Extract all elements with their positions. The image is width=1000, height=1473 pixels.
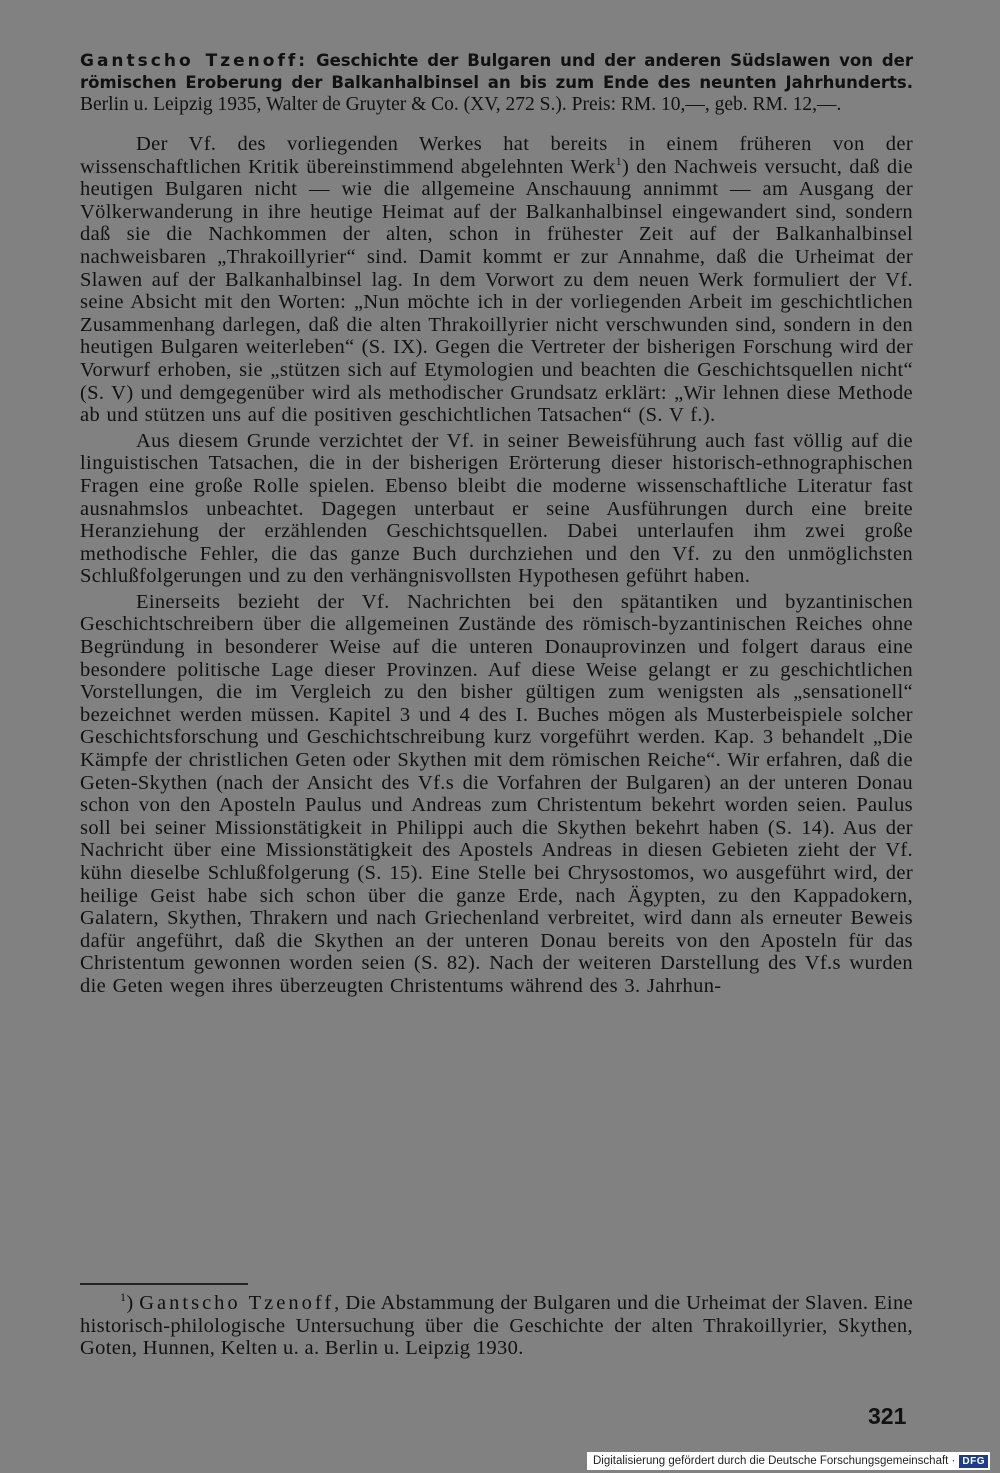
- footnote-text: , Die Abstammung der Bulgaren und die Urheimat der Slaven. Eine historisch-philologische Untersuchung über die Geschichte der alten Thrakoillyrier, Skythen, Goten, Hunnen, Kelten u. a. Berlin u. Leipzig 1930.: [80, 1292, 914, 1360]
- footnote-divider: [80, 1283, 248, 1285]
- paragraph-2: Aus diesem Grunde verzichtet der Vf. in seiner Beweisführung auch fast völlig auf die linguistischen Tatsachen, die in der bisherigen Erörterung dieser historisch-ethnographischen Fragen eine große Rolle spielen. Ebenso bleibt die moderne wissenschaftliche Literatur fast ausnahmslos unbeachtet. Dagegen unterbaut er seine Ausführungen durch eine breite Heranziehung der erzählenden Geschichtsquellen. Dabei unterlaufen ihm zwei große methodische Fehler, die das ganze Buch durchziehen und den Vf. zu den unmöglichsten Schlußfolgerungen und zu den verhängnisvollsten Hypothesen geführt haben.: [80, 429, 913, 588]
- paragraph-1-text-b: ) den Nachweis versucht, daß die heutigen Bulgaren nicht — wie die allgemeine Anschauung annimmt — am Ausgang der Völkerwanderung in ihre heutige Heimat auf der Balkanhalbinsel eingewandert sind, sondern daß sie die Nachkommen der alten, schon in frühester Zeit auf der Balkanhalbinsel nachweisbaren „Thrakoillyrier“ sind. Damit kommt er zur Annahme, daß die Urheimat der Slawen auf der Balkanhalbinsel lag. In dem Vorwort zu dem neuen Werk formuliert der Vf. seine Absicht mit den Worten: „Nun möchte ich in der vorliegenden Arbeit im geschichtlichen Zusammenhang darlegen, daß die alten Thrakoillyrier nicht verschwunden sind, sondern in den heutigen Bulgaren weiterleben“ (S. IX). Gegen die Vertreter der bisherigen Forschung wird der Vorwurf erhoben, sie „stützen sich auf Etymologien und beachten die Geschichtsquellen nicht“ (S. V) und demgegenüber wird als methodischer Grundsatz erklärt: „Wir lehnen diese Methode ab und stützen uns auf die positiven geschichtlichen Tatsachen“ (S. V f.).: [80, 155, 913, 427]
- review-heading: [80, 50, 913, 116]
- footnote-marker: 1: [120, 1290, 127, 1305]
- footnote-1: $^1$) Gantscho Tzenoff, Die Abstammung der Bulgaren und die Urheimat der Slaven. Eine historisch-philologische Untersuchung über die Geschichte der alten Thrakoillyrier, Skythen, Goten, Hunnen, Kelten u. a. Berlin u. Leipzig 1930.: [80, 1290, 914, 1360]
- review-publication: Berlin u. Leipzig 1935, Walter de Gruyter & Co. (XV, 272 S.). Preis: RM. 10,—, geb. RM. 12,—.: [80, 94, 842, 115]
- review-book-title: Geschichte der Bulgaren und der anderen Südslawen von der römischen Eroberung der Balkanhalbinsel an bis zum Ende des neunten Jahrhunderts.: [80, 51, 914, 92]
- paragraph-1: [80, 133, 913, 427]
- page-content: [80, 50, 913, 998]
- footnote-reference: 1: [615, 153, 622, 168]
- footnote-author: Gantscho Tzenoff: [139, 1292, 335, 1314]
- paragraph-1-text-a: Der Vf. des vorliegenden Werkes hat bereits in einem früheren von der wissenschaftlichen Kritik übereinstimmend abgelehnten Werk: [80, 133, 913, 178]
- page-number: 321: [868, 1403, 907, 1429]
- credit-text: Digitalisierung gefördert durch die Deutsche Forschungsgemeinschaft ·: [592, 1455, 956, 1467]
- paragraph-3: Einerseits bezieht der Vf. Nachrichten bei den spätantiken und byzantinischen Geschichtschreibern über die allgemeinen Zustände des römisch-byzantinischen Reiches ohne Begründung in besonderer Weise auf die unteren Donauprovinzen und folgert daraus eine besondere politische Lage dieser Provinzen. Auf diese Weise gelangt er zu geschichtlichen Vorstellungen, die im Vergleich zu den bisher gültigen zum wenigsten als „sensationell“ bezeichnet werden müssen. Kapitel 3 und 4 des I. Buches mögen als Musterbeispiele solcher Geschichtsforschung und Geschichtschreibung kurz vorgeführt werden. Kap. 3 behandelt „Die Kämpfe der christlichen Geten oder Skythen mit dem römischen Reiche“. Wir erfahren, daß die Geten-Skythen (nach der Ansicht des Vf.s die Vorfahren der Bulgaren) an der unteren Donau schon von den Aposteln Paulus und Andreas zum Christentum bekehrt worden seien. Paulus soll bei seiner Missionstätigkeit in Philippi auch die Skythen bekehrt haben (S. 14). Aus der Nachricht über eine Missionstätigkeit des Apostels Andreas in diesen Gebieten zieht der Vf. kühn dieselbe Schlußfolgerung (S. 15). Eine Stelle bei Chrysostomos, wo ausgeführt wird, der heilige Geist habe sich schon über die ganze Erde, nach Ägypten, zu den Kappadokern, Galatern, Skythen, Thrakern und nach Griechenland verbreitet, wird dann als erneuter Beweis dafür angeführt, daß die Skythen an der unteren Donau bereits von den Aposteln für das Christentum gewonnen worden seien (S. 82). Nach der weiteren Darstellung des Vf.s wurden die Geten wegen ihres überzeugten Christentums während des 3. Jahrhun-: [80, 590, 913, 997]
- review-body: [80, 133, 913, 998]
- dfg-logo: DFG: [959, 1455, 988, 1468]
- digitization-credit: [587, 1452, 990, 1470]
- review-author: Gantscho Tzenoff:: [80, 51, 309, 71]
